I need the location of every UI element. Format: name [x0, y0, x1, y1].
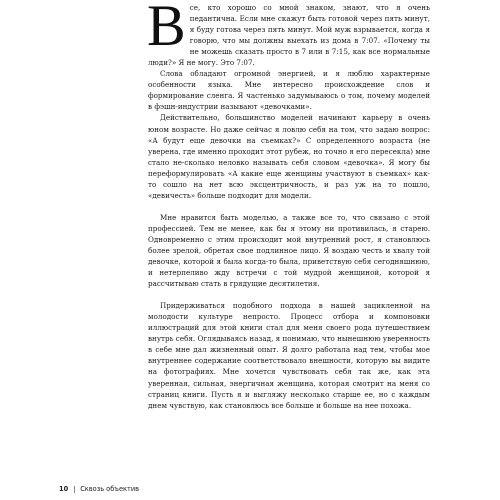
book-title: Сквозь объектив — [80, 485, 139, 493]
page-footer — [59, 485, 139, 493]
footer-divider — [74, 486, 75, 493]
paragraph-4: Мне нравится быть моделью, а также все то, что связано с этой профессией. Тем не менее, как бы я этому ни противилась, я старею. Одновременно с этим происходит мой внутренний рост, я становлюсь более зрелой, обретая свое подлинное лицо. Я воздаю честь и хвалу той девочке, которой я была когда-то была, приветствую себя сегодняшнюю, и нетерпеливо жду встречи с той мудрой женщиной, которой я рассчитываю стать в грядущие десятилетия. — [148, 212, 430, 289]
drop-cap-letter: В — [147, 0, 186, 58]
page-number: 10 — [59, 485, 69, 493]
paragraph-3: Действительно, большинство моделей начинают карьеру в очень юном возрасте. Но даже сейчас я ловлю себя на том, что задаю вопрос: «А будут еще девочки на съемках?» С определенного возраста (не уверена, где именно проходит этот рубеж, но точно я его пересекла) мне стало не-сколько неловко называть себя словом «девочка». Я могу бы переформулировать «А какие еще женщины участвуют в съемках» как-то сошло на нет всю эксцентричность, и раз уж на то пошло, «девичесть» больше подходит для модели. — [148, 113, 430, 200]
paragraph-1 — [148, 2, 430, 68]
article-text — [148, 2, 430, 411]
paragraph-2: Слова обладают огромной энергией, и я люблю характерные особенности языка. Мне интересно происхождение слов и формирование сленга. Я частенько задумываюсь о том, почему моделей в фэшн-индустрии называют «девочками». — [148, 69, 430, 112]
paragraph-1-text: се, кто хорошо со мной знаком, знают, что я очень педантична. Если мне скажут быть готовой через пять минут, я буду готова через пять минут. Мой муж взрывается, когда я говорю, что мы должны выехать из дома в 7:07. «Почему ты не можешь сказать просто в 7 или в 7:15, как все нормальные люди?» Я не могу. Это 7:07. — [148, 3, 430, 68]
paragraph-5: Придерживаться подобного подхода в нашей зацикленной на молодости культуре непросто. Процесс отбора и компоновки иллюстраций для этой книги стал для меня своего рода путешествием внутрь себя. Оглядываясь назад, я понимаю, что нынешнюю уверенность в себе мне дал жизненный опыт. Я долго работала над тем, чтобы мое внутреннее содержание соответствовало внешности, которую вы видите на фотографиях. Мне хочется чувствовать себя так же, как эта уверенная, сильная, энергичная женщина, которая смотрит на меня со страниц книги. Пусть я и выгляжу несколько старше ее, но с каждым днем чувствую, как становлюсь все больше и больше на нее похожа. — [148, 301, 430, 410]
